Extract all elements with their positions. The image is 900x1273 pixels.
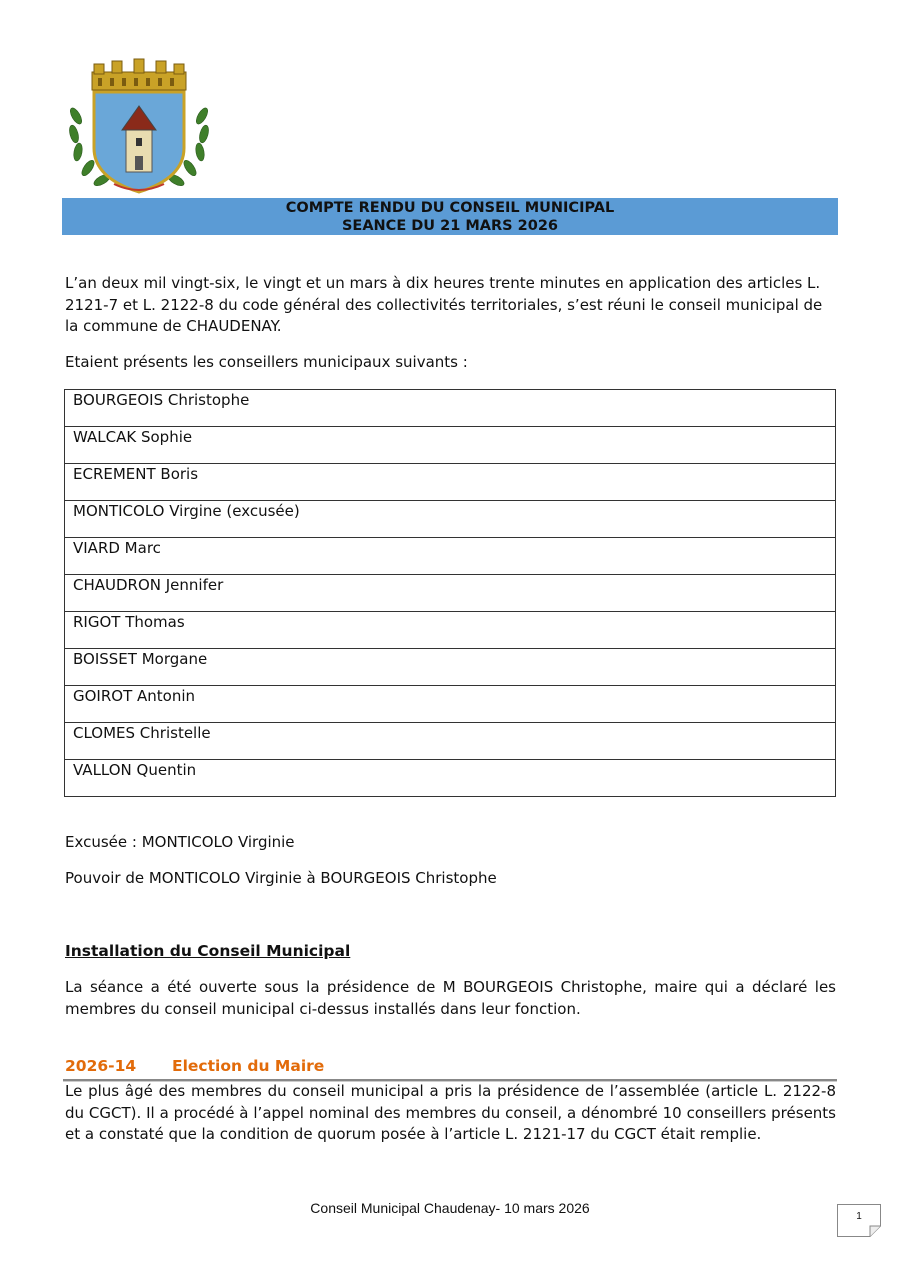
agenda-item-title: Election du Maire — [172, 1057, 325, 1075]
member-name: GOIROT Antonin — [65, 686, 836, 723]
report-header-band — [62, 198, 838, 235]
report-title: COMPTE RENDU DU CONSEIL MUNICIPAL — [285, 200, 615, 216]
proxy-line: Pouvoir de MONTICOLO Virginie à BOURGEOIS Christophe — [65, 869, 497, 887]
member-name: VALLON Quentin — [65, 760, 836, 797]
member-name: VIARD Marc — [65, 538, 836, 575]
table-row — [65, 501, 836, 538]
present-members-label: Etaient présents les conseillers municipaux suivants : — [65, 353, 468, 371]
member-name: MONTICOLO Virgine (excusée) — [65, 501, 836, 538]
excused-line: Excusée : MONTICOLO Virginie — [65, 833, 295, 851]
page-number: 1 — [856, 1211, 862, 1222]
municipal-crest-logo — [64, 56, 214, 202]
page-footer: Conseil Municipal Chaudenay- 10 mars 2026 — [310, 1200, 590, 1216]
member-name: RIGOT Thomas — [65, 612, 836, 649]
member-name: CLOMES Christelle — [65, 723, 836, 760]
session-date-title: SEANCE DU 21 MARS 2026 — [341, 217, 559, 234]
member-name: BOISSET Morgane — [65, 649, 836, 686]
member-name: ECREMENT Boris — [65, 464, 836, 501]
intro-paragraph: L’an deux mil vingt-six, le vingt et un mars à dix heures trente minutes en application des articles L. 2121-7 et L. 2122-8 du code général des collectivités territoriales, s’est réuni le conseil municipal de la commune de CHAUDENAY. — [65, 274, 823, 335]
table-row — [65, 464, 836, 501]
agenda-item-number: 2026-14 — [65, 1057, 137, 1075]
table-row — [65, 760, 836, 797]
table-row — [65, 575, 836, 612]
table-row — [65, 427, 836, 464]
table-row — [65, 686, 836, 723]
table-row — [65, 538, 836, 575]
table-row — [65, 649, 836, 686]
installation-heading: Installation du Conseil Municipal — [65, 942, 351, 960]
members-table — [64, 389, 836, 797]
table-row — [65, 612, 836, 649]
table-row — [65, 390, 836, 427]
member-name: WALCAK Sophie — [65, 427, 836, 464]
installation-paragraph: La séance a été ouverte sous la présidence de M BOURGEOIS Christophe, maire qui a déclaré les membres du conseil municipal ci-dessus installés dans leur fonction. — [65, 978, 836, 1018]
table-row — [65, 723, 836, 760]
member-name: CHAUDRON Jennifer — [65, 575, 836, 612]
page-number-box — [837, 1204, 881, 1237]
member-name: BOURGEOIS Christophe — [65, 390, 836, 427]
agenda-item-paragraph: Le plus âgé des membres du conseil municipal a pris la présidence de l’assemblée (article L. 2122-8 du CGCT). Il a procédé à l’appel nominal des membres du conseil, a dénombré 10 conseillers présents et a constaté que la condition de quorum posée à l’article L. 2121-17 du CGCT était remplie. — [65, 1082, 836, 1143]
